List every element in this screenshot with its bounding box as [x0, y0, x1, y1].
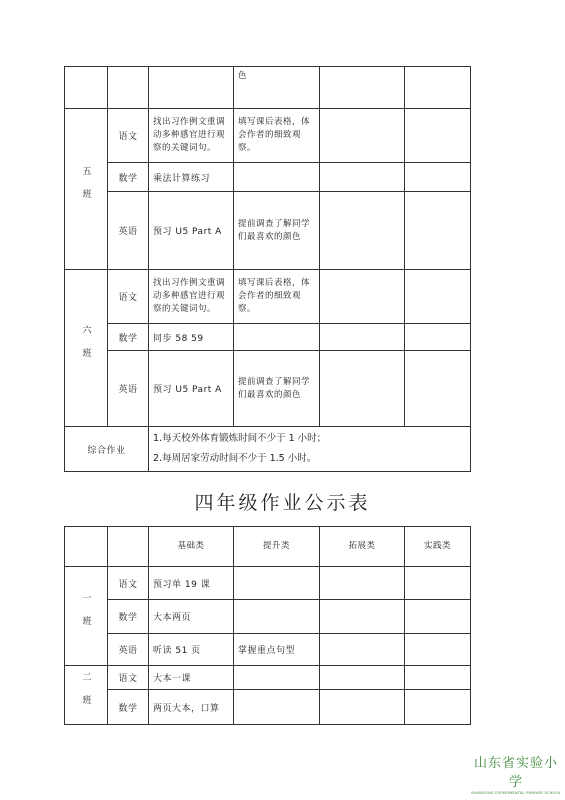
- school-logo: [470, 752, 562, 795]
- basic-cell: 预习单 19 课: [149, 567, 234, 600]
- comprehensive-line: 2.每周居家劳动时间不少于 1.5 小时。: [153, 453, 317, 464]
- section-title: 四年级作业公示表: [194, 492, 371, 514]
- table-row: [65, 690, 471, 725]
- subject-cell: 语文: [108, 270, 149, 324]
- table-row: [65, 567, 471, 600]
- table-row: [65, 270, 471, 324]
- table-row: [65, 634, 471, 666]
- header-improve: 提升类: [234, 527, 320, 567]
- subject-cell: 英语: [108, 351, 149, 427]
- table-row: [65, 351, 471, 427]
- improve-cell: 填写课后表格，体会作者的细致观察。: [234, 270, 320, 324]
- table-row: [65, 163, 471, 192]
- basic-cell: 乘法计算练习: [149, 163, 234, 192]
- school-name-en: SHANDONG EXPERIMENTAL PRIMARY SCHOOL: [471, 791, 561, 795]
- comprehensive-content: [149, 427, 471, 472]
- practice-cell: 色: [234, 67, 320, 109]
- basic-cell: 预习 U5 Part A: [149, 351, 234, 427]
- class-name: 二班: [80, 672, 91, 718]
- table-row: [65, 192, 471, 270]
- subject-cell: 英语: [108, 192, 149, 270]
- table-row: [65, 600, 471, 634]
- header-practice: 实践类: [405, 527, 471, 567]
- improve-cell: 掌握重点句型: [234, 634, 320, 666]
- basic-cell: 大本两页: [149, 600, 234, 634]
- comprehensive-line: 1.每天校外体育锻炼时间不少于 1 小时；: [153, 433, 327, 444]
- subject-cell: 语文: [108, 109, 149, 163]
- class-name: 六班: [80, 325, 91, 371]
- basic-cell: 两页大本，口算: [149, 690, 234, 725]
- school-name-cn: 山东省实验小学: [473, 756, 558, 790]
- class-name: 五班: [80, 166, 91, 212]
- table-row: [65, 427, 471, 472]
- table-row: [65, 67, 471, 109]
- subject-cell: 数学: [108, 324, 149, 351]
- improve-cell: 提前调查了解同学们最喜欢的颜色: [234, 351, 320, 427]
- basic-cell: 找出习作例文重调动多种感官进行观察的关键词句。: [149, 109, 234, 163]
- class-name-cell: [65, 666, 108, 725]
- header-extend: 拓展类: [320, 527, 405, 567]
- subject-cell: 数学: [108, 163, 149, 192]
- subject-cell: 英语: [108, 634, 149, 666]
- class-name-cell: [65, 270, 108, 427]
- improve-cell: 提前调查了解同学们最喜欢的颜色: [234, 192, 320, 270]
- subject-cell: 数学: [108, 690, 149, 725]
- table-row: [65, 324, 471, 351]
- class-name: 一班: [80, 593, 91, 639]
- basic-cell: 大本一课: [149, 666, 234, 690]
- table-row: [65, 666, 471, 690]
- subject-cell: 数学: [108, 600, 149, 634]
- subject-cell: 语文: [108, 666, 149, 690]
- grade4-homework-table: [64, 526, 471, 725]
- class-name-cell: [65, 109, 108, 270]
- class-name-cell: [65, 567, 108, 666]
- improve-cell: 填写课后表格，体会作者的细致观察。: [234, 109, 320, 163]
- subject-cell: 语文: [108, 567, 149, 600]
- header-row: [65, 527, 471, 567]
- basic-cell: 预习 U5 Part A: [149, 192, 234, 270]
- basic-cell: 听读 51 页: [149, 634, 234, 666]
- top-homework-table: [64, 66, 471, 472]
- header-basic: 基础类: [149, 527, 234, 567]
- table-row: [65, 109, 471, 163]
- basic-cell: 同步 58 59: [149, 324, 234, 351]
- comprehensive-label: 综合作业: [65, 427, 149, 472]
- basic-cell: 找出习作例文重调动多种感官进行观察的关键词句。: [149, 270, 234, 324]
